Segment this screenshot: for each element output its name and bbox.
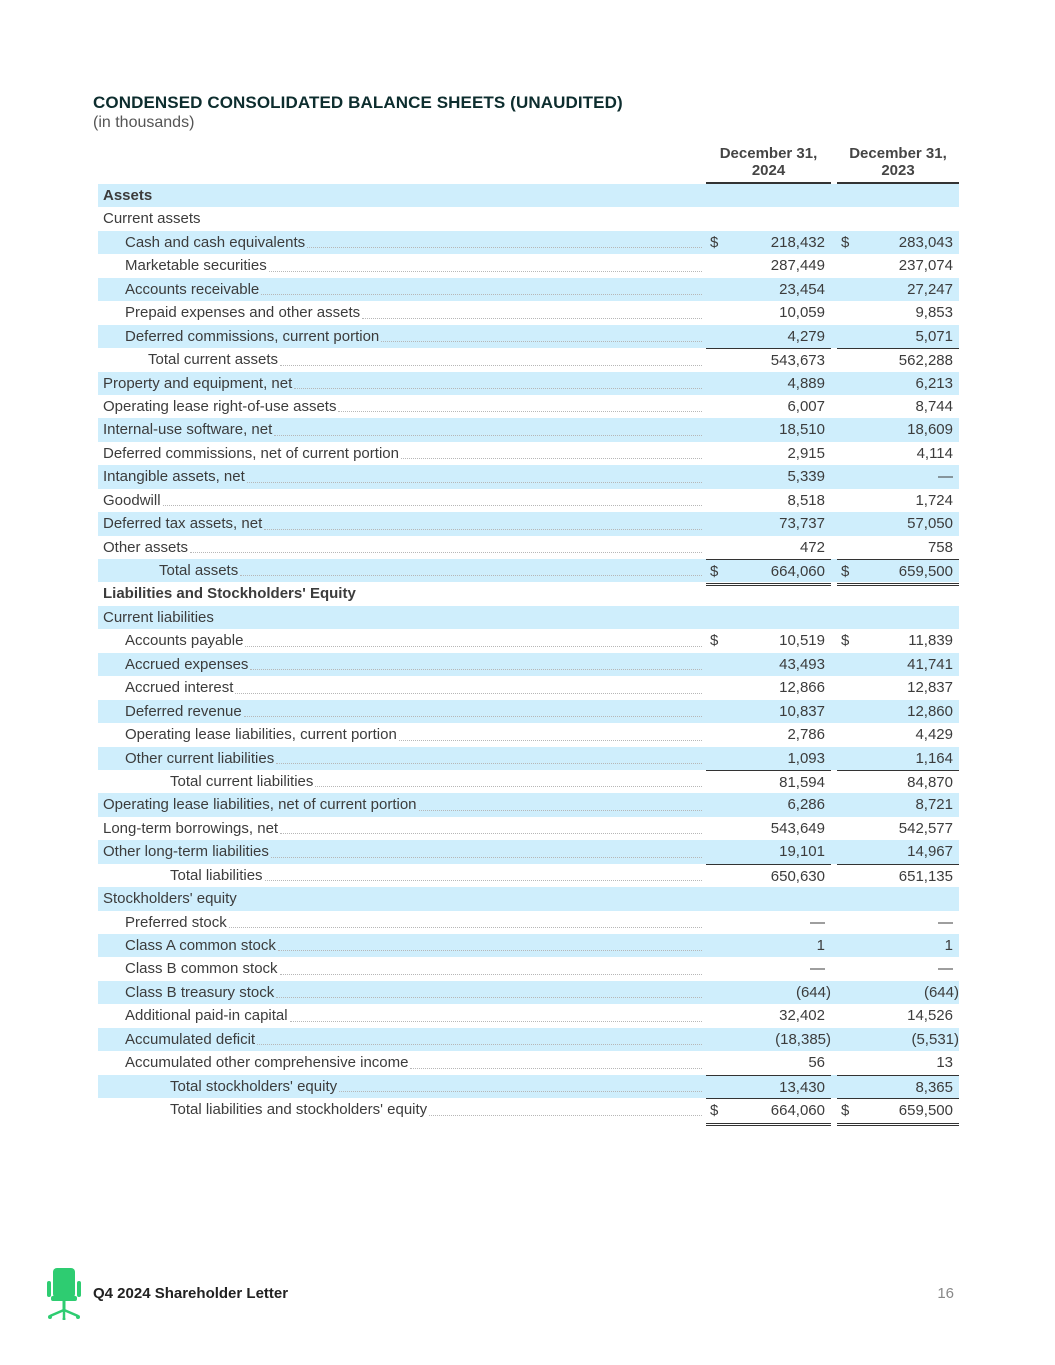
- value-cell-2024: [706, 864, 831, 889]
- value-cell-2023: [837, 1004, 959, 1027]
- dot-leader: [264, 529, 702, 530]
- cell-value: 4,889: [787, 374, 825, 392]
- row-label: Class B common stock: [125, 960, 278, 978]
- table-row: [98, 465, 959, 488]
- cell-value: 8,365: [915, 1078, 953, 1096]
- value-cell-2023: [837, 793, 959, 816]
- cell-value: 543,673: [770, 352, 825, 370]
- cell-value: 12,860: [907, 702, 953, 720]
- value-cell-2023: [837, 278, 959, 301]
- table-row: [98, 606, 959, 629]
- row-label: Deferred revenue: [125, 702, 242, 720]
- dot-leader: [280, 833, 702, 834]
- value-cell-2024: [706, 793, 831, 816]
- footer-title: Q4 2024 Shareholder Letter: [93, 1285, 289, 1302]
- row-label: Prepaid expenses and other assets: [125, 304, 361, 322]
- row-label: Internal-use software, net: [103, 421, 273, 439]
- value-cell-2024: [706, 629, 831, 652]
- currency-symbol: $: [841, 563, 850, 580]
- row-label: Total assets: [159, 562, 239, 579]
- cell-value: 758: [927, 538, 953, 556]
- table-row: [98, 536, 959, 559]
- cell-value: 10,837: [779, 702, 825, 720]
- dot-leader: [245, 646, 702, 647]
- row-label: Total current assets: [148, 351, 279, 369]
- cell-value: 472: [799, 538, 825, 556]
- row-label: Class A common stock: [125, 937, 276, 954]
- cell-value: 1,164: [915, 749, 953, 767]
- cell-value: 10,519: [779, 632, 825, 650]
- value-cell-2023: [837, 1028, 959, 1051]
- row-label: Marketable securities: [125, 257, 267, 275]
- value-cell-2024: [706, 325, 831, 348]
- cell-value: 664,060: [770, 1102, 825, 1120]
- currency-symbol: $: [841, 632, 850, 650]
- row-label: Current assets: [103, 210, 201, 228]
- value-cell-2024: [706, 911, 831, 934]
- cell-value: 10,059: [779, 304, 825, 322]
- value-cell-2024: [706, 1075, 831, 1099]
- value-cell-2024: [706, 676, 831, 699]
- column-header-2024: [706, 146, 831, 184]
- value-cell-2024: [706, 465, 831, 488]
- currency-symbol: $: [710, 1102, 719, 1120]
- cell-value: 1: [944, 937, 953, 954]
- row-label: Goodwill: [103, 491, 161, 509]
- table-row: [98, 981, 959, 1004]
- value-cell-2023: [837, 653, 959, 676]
- value-cell-2024: [706, 934, 831, 957]
- table-row: [98, 1075, 959, 1098]
- value-cell-2024: [706, 747, 831, 770]
- cell-value: 12,837: [907, 679, 953, 697]
- cell-value: 650,630: [770, 867, 825, 885]
- value-cell-2023: [837, 418, 959, 441]
- value-cell-2023: [837, 465, 959, 488]
- table-row: [98, 512, 959, 535]
- dot-leader: [276, 763, 702, 764]
- currency-symbol: $: [841, 1102, 850, 1120]
- cell-value: 542,577: [898, 819, 953, 837]
- dot-leader: [235, 693, 702, 694]
- cell-value: 659,500: [898, 563, 953, 580]
- row-label: Accumulated other comprehensive income: [125, 1054, 409, 1072]
- column-header-2023: [837, 146, 959, 184]
- value-cell-2024: [706, 1098, 831, 1125]
- cell-value: 27,247: [907, 280, 953, 298]
- table-row: [98, 207, 959, 230]
- row-label: Current liabilities: [103, 608, 214, 626]
- cell-value: 13: [936, 1054, 953, 1072]
- table-row: [98, 231, 959, 254]
- row-label: Accumulated deficit: [125, 1030, 256, 1048]
- value-cell-2023: [837, 770, 959, 794]
- table-row: [98, 934, 959, 957]
- value-cell-2023: [837, 489, 959, 512]
- row-label: Total stockholders' equity: [170, 1077, 338, 1095]
- value-cell-2024: [706, 1051, 831, 1074]
- row-label: Additional paid-in capital: [125, 1007, 288, 1025]
- value-cell-2024: [706, 981, 831, 1004]
- value-cell-2024: [706, 536, 831, 559]
- row-label: Class B treasury stock: [125, 983, 275, 1001]
- value-cell-2023: [837, 981, 959, 1004]
- cell-value: —: [938, 468, 953, 486]
- column-header-2024-line1: December 31,: [719, 145, 818, 162]
- table-row: [98, 653, 959, 676]
- column-header-2023-line1: December 31,: [849, 145, 947, 162]
- cell-value: 8,518: [787, 491, 825, 509]
- cell-value: 562,288: [898, 352, 953, 370]
- value-cell-2023: [837, 301, 959, 324]
- cell-value: 237,074: [898, 257, 953, 275]
- cell-value: 43,493: [779, 655, 825, 673]
- dot-leader: [269, 271, 702, 272]
- value-cell-2024: [706, 723, 831, 746]
- row-label: Accounts payable: [125, 632, 244, 650]
- table-row: [98, 911, 959, 934]
- cell-value: 1,724: [915, 491, 953, 509]
- cell-value: 23,454: [779, 280, 825, 298]
- currency-symbol: $: [710, 563, 719, 580]
- value-cell-2023: [837, 840, 959, 863]
- table-body: [98, 184, 959, 1122]
- dot-leader: [261, 294, 702, 295]
- cell-value: —: [810, 913, 825, 931]
- value-cell-2023: [837, 817, 959, 840]
- dot-leader: [276, 997, 702, 998]
- dot-leader: [257, 1044, 702, 1045]
- row-label: Property and equipment, net: [103, 374, 293, 392]
- cell-value: 11,839: [908, 632, 953, 650]
- value-cell-2023: [837, 723, 959, 746]
- table-row: [98, 489, 959, 512]
- dot-leader: [419, 810, 702, 811]
- row-label: Intangible assets, net: [103, 468, 245, 486]
- cell-value: 8,721: [915, 796, 953, 814]
- cell-value: 84,870: [907, 773, 953, 791]
- table-row: [98, 1051, 959, 1074]
- cell-value: 664,060: [770, 563, 825, 580]
- table-row: [98, 418, 959, 441]
- cell-value: 1,093: [787, 749, 825, 767]
- cell-value: 14,967: [907, 843, 953, 861]
- value-cell-2023: [837, 442, 959, 465]
- value-cell-2024: [706, 348, 831, 372]
- cell-value: 2,786: [787, 726, 825, 744]
- value-cell-2024: [706, 231, 831, 254]
- table-row: [98, 278, 959, 301]
- table-row: [98, 559, 959, 582]
- cell-value: (18,385): [775, 1030, 831, 1048]
- table-row: [98, 442, 959, 465]
- value-cell-2024: [706, 442, 831, 465]
- dot-leader: [307, 247, 702, 248]
- table-row: [98, 793, 959, 816]
- dot-leader: [274, 435, 702, 436]
- value-cell-2024: [706, 372, 831, 395]
- cell-value: 41,741: [907, 655, 953, 673]
- value-cell-2023: [837, 395, 959, 418]
- table-row: [98, 676, 959, 699]
- dot-leader: [401, 458, 702, 459]
- cell-value: 13,430: [779, 1078, 825, 1096]
- table-row: [98, 1098, 959, 1121]
- cell-value: 4,114: [916, 444, 953, 462]
- cell-value: —: [938, 913, 953, 931]
- cell-value: (644): [795, 983, 831, 1001]
- value-cell-2024: [706, 957, 831, 980]
- row-label: Liabilities and Stockholders' Equity: [103, 585, 356, 603]
- cell-value: 218,432: [770, 233, 825, 251]
- value-cell-2023: [837, 348, 959, 372]
- dot-leader: [244, 716, 702, 717]
- row-label: Preferred stock: [125, 913, 227, 931]
- cell-value: 18,609: [907, 421, 953, 439]
- table-row: [98, 254, 959, 277]
- dot-leader: [250, 669, 702, 670]
- dot-leader: [399, 740, 702, 741]
- row-label: Accrued interest: [125, 679, 234, 697]
- cell-value: 57,050: [907, 515, 953, 533]
- row-label: Deferred commissions, net of current portion: [103, 444, 399, 462]
- dot-leader: [429, 1115, 702, 1116]
- cell-value: 6,213: [915, 374, 953, 392]
- cell-value: 287,449: [770, 257, 825, 275]
- value-cell-2024: [706, 770, 831, 794]
- table-row: [98, 770, 959, 793]
- value-cell-2024: [706, 278, 831, 301]
- table-row: [98, 1004, 959, 1027]
- table-row: [98, 817, 959, 840]
- dot-leader: [290, 1021, 702, 1022]
- cell-value: 283,043: [898, 233, 953, 251]
- value-cell-2023: [837, 747, 959, 770]
- table-row: [98, 700, 959, 723]
- value-cell-2024: [706, 254, 831, 277]
- row-label: Other assets: [103, 538, 189, 556]
- row-label: Accounts receivable: [125, 280, 260, 298]
- value-cell-2024: [706, 700, 831, 723]
- value-cell-2023: [837, 700, 959, 723]
- cell-value: 8,744: [915, 397, 953, 415]
- value-cell-2024: [706, 301, 831, 324]
- cell-value: 81,594: [779, 773, 825, 791]
- table-row: [98, 348, 959, 371]
- row-label: Assets: [103, 187, 153, 204]
- table-row: [98, 582, 959, 605]
- dot-leader: [280, 974, 702, 975]
- row-label: Other current liabilities: [125, 749, 275, 767]
- cell-value: 9,853: [915, 304, 953, 322]
- page-title: CONDENSED CONSOLIDATED BALANCE SHEETS (UNAUDITED): [93, 93, 623, 112]
- value-cell-2023: [837, 512, 959, 535]
- column-header-row: [98, 146, 959, 184]
- dot-leader: [410, 1068, 702, 1069]
- dot-leader: [229, 927, 702, 928]
- value-cell-2024: [706, 395, 831, 418]
- value-cell-2023: [837, 254, 959, 277]
- dot-leader: [240, 575, 702, 576]
- table-row: [98, 372, 959, 395]
- value-cell-2024: [706, 653, 831, 676]
- cell-value: (5,531): [911, 1030, 959, 1048]
- row-label: Operating lease liabilities, current portion: [125, 726, 397, 744]
- cell-value: 2,915: [787, 444, 825, 462]
- table-row: [98, 747, 959, 770]
- cell-value: 543,649: [770, 819, 825, 837]
- page-subtitle: (in thousands): [93, 114, 195, 131]
- dot-leader: [163, 505, 702, 506]
- column-header-2024-line2: 2024: [751, 161, 786, 179]
- value-cell-2024: [706, 840, 831, 863]
- currency-symbol: $: [710, 632, 719, 650]
- currency-symbol: $: [841, 233, 850, 251]
- chair-logo-icon: [46, 1268, 82, 1320]
- dot-leader: [271, 857, 702, 858]
- currency-symbol: $: [710, 233, 719, 251]
- table-row: [98, 723, 959, 746]
- cell-value: 651,135: [898, 867, 953, 885]
- cell-value: 1: [816, 937, 825, 954]
- value-cell-2023: [837, 1075, 959, 1099]
- dot-leader: [294, 388, 702, 389]
- value-cell-2023: [837, 372, 959, 395]
- row-label: Total current liabilities: [170, 772, 314, 790]
- row-label: Total liabilities and stockholders' equity: [170, 1101, 428, 1119]
- table-row: [98, 864, 959, 887]
- cell-value: 6,286: [787, 796, 825, 814]
- value-cell-2023: [837, 231, 959, 254]
- table-row: [98, 395, 959, 418]
- dot-leader: [315, 786, 702, 787]
- cell-value: 32,402: [779, 1007, 825, 1025]
- dot-leader: [247, 482, 702, 483]
- cell-value: 5,339: [787, 468, 825, 486]
- dot-leader: [278, 950, 702, 951]
- cell-value: —: [938, 960, 953, 978]
- cell-value: 14,526: [907, 1007, 953, 1025]
- table-row: [98, 1028, 959, 1051]
- row-label: Accrued expenses: [125, 655, 249, 673]
- value-cell-2023: [837, 536, 959, 559]
- value-cell-2024: [706, 1028, 831, 1051]
- cell-value: 19,101: [779, 843, 825, 861]
- table-row: [98, 840, 959, 863]
- table-row: [98, 957, 959, 980]
- dot-leader: [339, 1091, 702, 1092]
- row-label: Cash and cash equivalents: [125, 233, 306, 251]
- row-label: Deferred tax assets, net: [103, 515, 263, 533]
- value-cell-2023: [837, 1098, 959, 1125]
- dot-leader: [381, 341, 702, 342]
- row-label: Other long-term liabilities: [103, 843, 269, 861]
- table-row: [98, 301, 959, 324]
- value-cell-2023: [837, 934, 959, 957]
- row-label: Total liabilities: [170, 866, 263, 884]
- cell-value: 4,429: [915, 726, 953, 744]
- table-row: [98, 184, 959, 207]
- row-label: Operating lease liabilities, net of current portion: [103, 796, 417, 814]
- value-cell-2024: [706, 418, 831, 441]
- value-cell-2024: [706, 512, 831, 535]
- value-cell-2023: [837, 957, 959, 980]
- dot-leader: [280, 365, 702, 366]
- value-cell-2024: [706, 817, 831, 840]
- balance-sheet-table: [98, 146, 959, 1122]
- cell-value: 18,510: [779, 421, 825, 439]
- cell-value: 12,866: [779, 679, 825, 697]
- column-header-2023-line2: 2023: [881, 161, 915, 179]
- row-label: Operating lease right-of-use assets: [103, 397, 337, 415]
- value-cell-2024: [706, 489, 831, 512]
- row-label: Deferred commissions, current portion: [125, 327, 380, 345]
- value-cell-2023: [837, 864, 959, 889]
- page-number: 16: [937, 1285, 954, 1302]
- value-cell-2024: [706, 1004, 831, 1027]
- dot-leader: [338, 411, 702, 412]
- value-cell-2023: [837, 911, 959, 934]
- value-cell-2023: [837, 325, 959, 348]
- dot-leader: [265, 880, 702, 881]
- table-row: [98, 629, 959, 652]
- cell-value: —: [810, 960, 825, 978]
- dot-leader: [190, 552, 702, 553]
- table-row: [98, 887, 959, 910]
- cell-value: (644): [923, 983, 959, 1001]
- value-cell-2023: [837, 1051, 959, 1074]
- row-label: Long-term borrowings, net: [103, 819, 279, 837]
- row-label: Stockholders' equity: [103, 890, 237, 908]
- table-row: [98, 325, 959, 348]
- value-cell-2023: [837, 676, 959, 699]
- cell-value: 6,007: [787, 397, 825, 415]
- dot-leader: [362, 318, 702, 319]
- cell-value: 56: [808, 1054, 825, 1072]
- cell-value: 5,071: [915, 327, 953, 345]
- cell-value: 73,737: [779, 515, 825, 533]
- cell-value: 4,279: [787, 327, 825, 345]
- cell-value: 659,500: [898, 1102, 953, 1120]
- value-cell-2023: [837, 629, 959, 652]
